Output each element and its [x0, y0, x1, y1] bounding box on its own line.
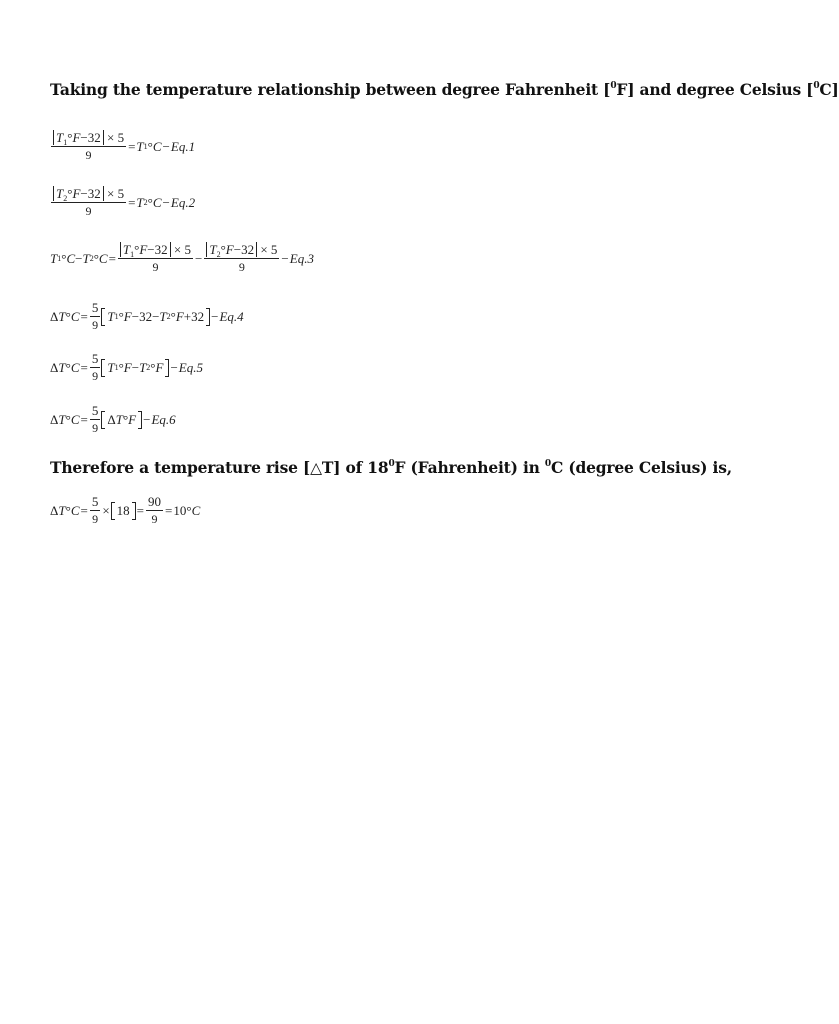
- equation-1: $\frac{T_1^\circ F-32 \times 5}{9}$ = T 1 ° C − Eq.1: [50, 130, 195, 163]
- equation-4: Δ T ° C = $\frac{5}{9}$ T 1 ° F − 32 − T 2 ° F + 32 − Eq.4: [50, 300, 244, 332]
- therefore-paragraph: Therefore a temperature rise [△T] of $18^0F$ (Fahrenheit) in $^0$C (degree Celsius) is,: [50, 458, 732, 477]
- equation-6: Δ T ° C = $\frac{5}{9}$ Δ T ° F − Eq.6: [50, 403, 176, 435]
- intro-paragraph: Taking the temperature relationship between degree Fahrenheit [$^0$F] and degree Celsius [$^0$C]: [50, 80, 839, 99]
- equation-5: Δ T ° C = $\frac{5}{9}$ T 1 ° F − T 2 ° F − Eq.5: [50, 351, 203, 383]
- equation-3: T 1 ° C − T 2 ° C = $\frac{T_1^\circ F-32 \times 5}{9}$ − $\frac{T_2^\circ F-32 \times 5}{9}$ − Eq.3: [50, 242, 314, 274]
- equation-2: $\frac{T_2^\circ F-32 \times 5}{9}$ = T 2 ° C − Eq.2: [50, 186, 195, 219]
- result-equation: Δ T ° C = $\frac{5}{9}$ × 18 = $\frac{90}{9}$ = 10 ° C: [50, 494, 201, 526]
